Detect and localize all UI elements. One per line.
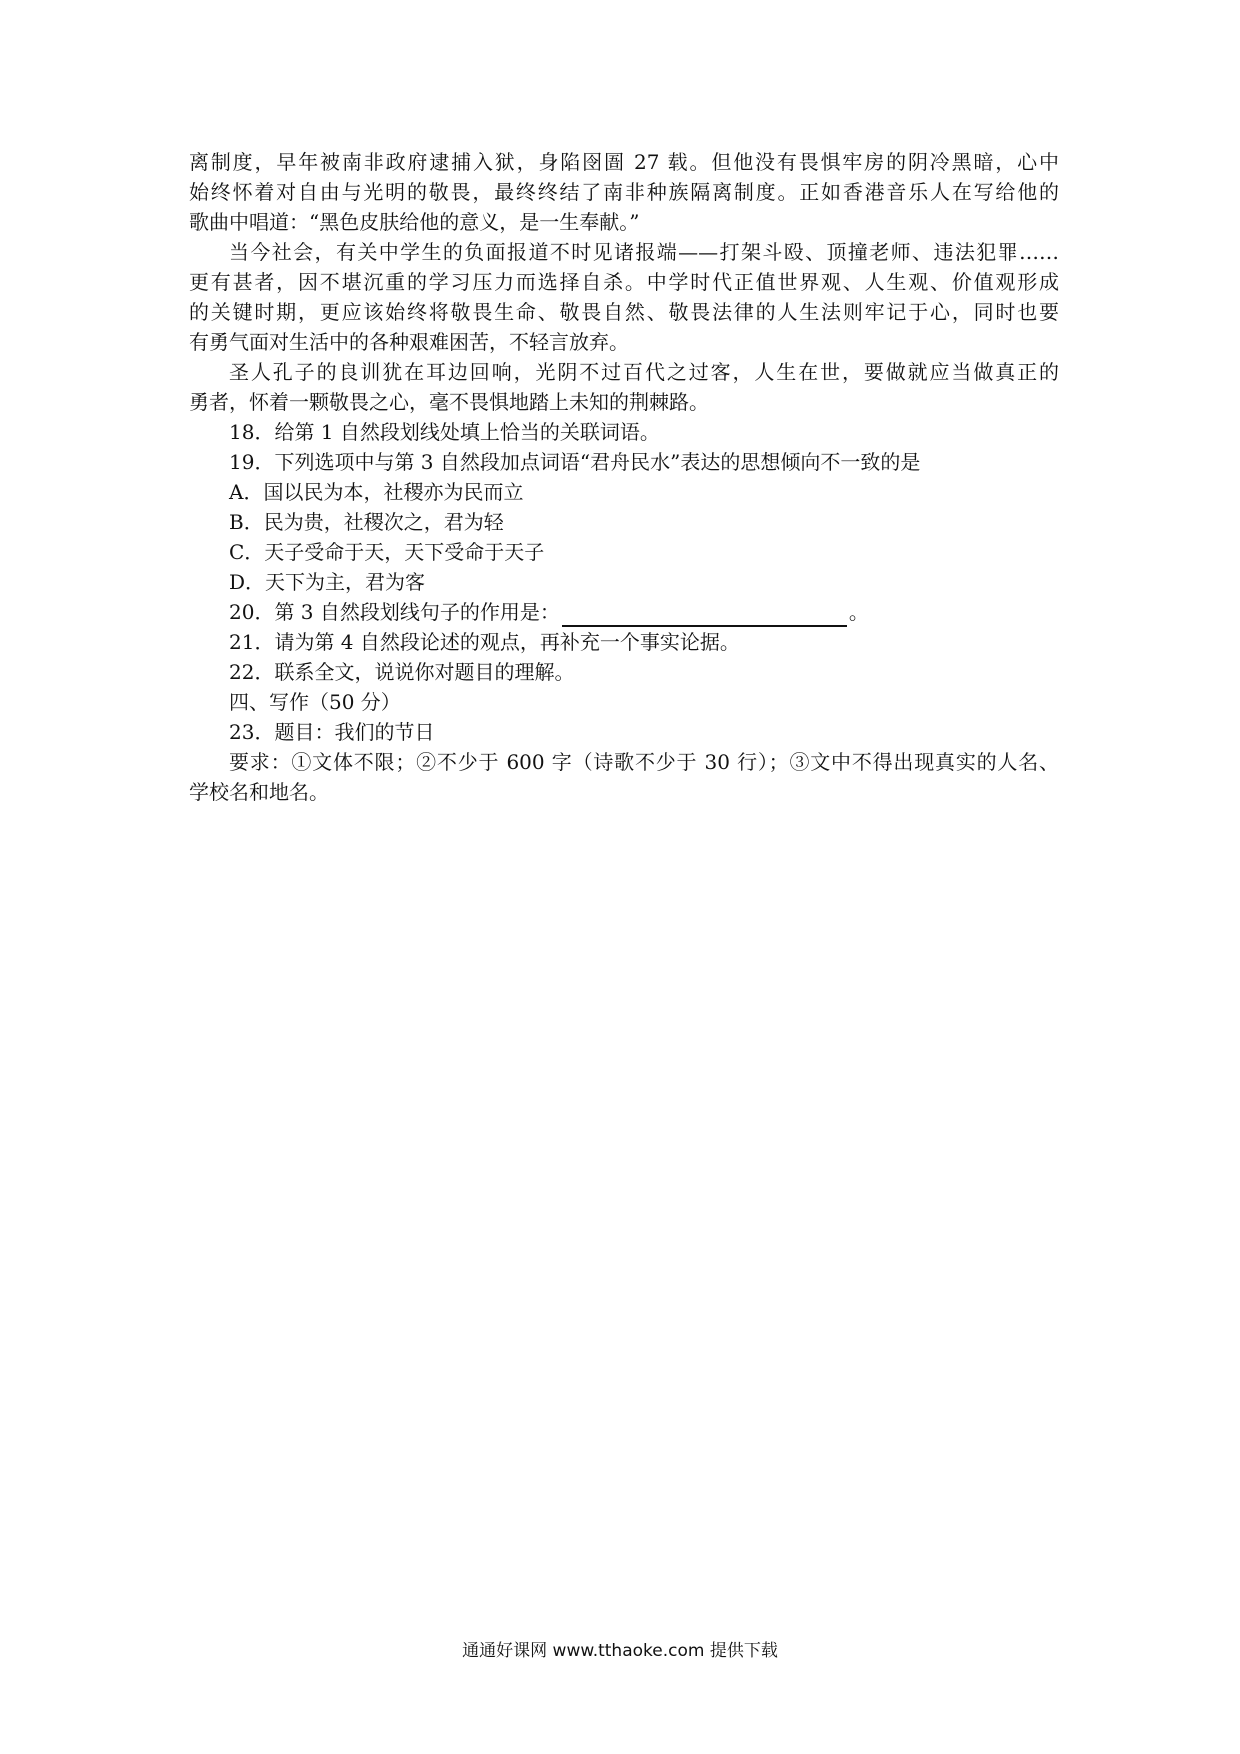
question-20-end: 。 [848,600,869,624]
question-23: 23．题目：我们的节日 [229,720,435,744]
text-line: 始终怀着对自由与光明的敬畏，最终终结了南非种族隔离制度。正如香港音乐人在写给他的 [189,180,1059,204]
text-line: 圣人孔子的良训犹在耳边回响，光阴不过百代之过客，人生在世，要做就应当做真正的 [229,360,1059,384]
section-writing-heading: 四、写作（50 分） [229,690,401,714]
option-c: C．天子受命于天，天下受命于天子 [229,540,545,564]
question-19: 19．下列选项中与第 3 自然段加点词语“君舟民水”表达的思想倾向不一致的是 [229,450,921,474]
text-line: 当今社会，有关中学生的负面报道不时见诸报端——打架斗殴、顶撞老师、违法犯罪…… [229,240,1059,264]
text-line: 有勇气面对生活中的各种艰难困苦，不轻言放弃。 [189,330,629,354]
text-line: 勇者，怀着一颗敬畏之心，毫不畏惧地踏上未知的荆棘路。 [189,390,709,414]
option-a: A．国以民为本，社稷亦为民而立 [229,480,524,504]
question-20-text: 20．第 3 自然段划线句子的作用是： [229,600,560,624]
paragraph-2 [189,237,1059,357]
requirements-line-2: 学校名和地名。 [189,780,329,804]
text-line: 离制度，早年被南非政府逮捕入狱，身陷囹圄 27 载。但他没有畏惧牢房的阴冷黑暗，心中 [189,150,1059,174]
question-20 [189,597,1059,627]
answer-blank [562,603,847,627]
paragraph-3 [189,357,1059,417]
question-22: 22．联系全文，说说你对题目的理解。 [229,660,575,684]
footer-watermark: 通通好课网 www.tthaoke.com 提供下载 [462,1641,778,1661]
text-line: 的关键时期，更应该始终将敬畏生命、敬畏自然、敬畏法律的人生法则牢记于心，同时也要 [189,300,1059,324]
option-b: B．民为贵，社稷次之，君为轻 [229,510,504,534]
question-18: 18．给第 1 自然段划线处填上恰当的关联词语。 [229,420,660,444]
paragraph-1 [189,147,1059,237]
option-d: D．天下为主，君为客 [229,570,426,594]
requirements-line-1: 要求：①文体不限；②不少于 600 字（诗歌不少于 30 行）；③文中不得出现真实的人名、 [229,750,1059,774]
text-line: 更有甚者，因不堪沉重的学习压力而选择自杀。中学时代正值世界观、人生观、价值观形成 [189,270,1059,294]
question-21: 21．请为第 4 自然段论述的观点，再补充一个事实论据。 [229,630,740,654]
text-line: 歌曲中唱道：“黑色皮肤给他的意义，是一生奉献。” [189,210,640,234]
document-body [189,147,1059,807]
